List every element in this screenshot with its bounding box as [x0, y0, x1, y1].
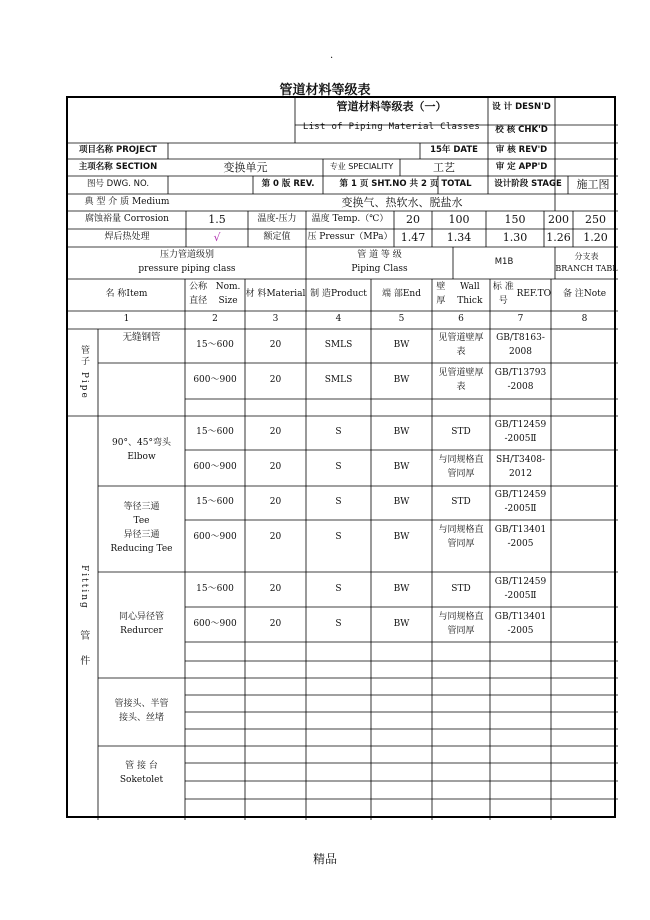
sheet-title-en: List of Piping Material Classes	[302, 122, 481, 133]
fitting-label-cn: 管 件	[77, 629, 89, 671]
reducer-row2-ref: GB/T13401 -2005	[494, 611, 547, 636]
col-header-wall-cn: 壁 厚	[436, 282, 446, 306]
elbow-row1-size: 15～600	[196, 427, 234, 438]
page-dot: .	[330, 50, 334, 61]
section-value: 变换单元	[223, 160, 268, 174]
pipe-row1-size: 15～600	[196, 340, 234, 351]
col-number-8: 8	[581, 314, 588, 325]
elbow-row1-wall: STD	[451, 427, 471, 438]
pressure-value-1: 1.47	[400, 231, 426, 245]
col-header-product-cn: 制 造	[310, 289, 331, 300]
piping-class-label: 管 道 等 级 Piping Class	[351, 250, 408, 274]
elbow-row2-wall: 与同规格直 管同厚	[438, 455, 484, 479]
reducer-item-label: 同心异径管 Redurcer	[118, 612, 164, 636]
reducer-row2-end: BW	[393, 618, 410, 629]
page-title: 管道材料等级表	[279, 83, 371, 98]
reducer-row1-size: 15～600	[196, 583, 234, 594]
elbow-row2-product: S	[335, 462, 342, 473]
col-header-note	[551, 279, 618, 311]
pressure-value-4: 1.26	[546, 231, 571, 245]
pipe-row2-end: BW	[393, 375, 410, 386]
elbow-row2-end: BW	[393, 462, 410, 473]
elbow-row1-product: S	[335, 427, 342, 438]
pipe-row2-material: 20	[269, 375, 282, 386]
pipe-row2-product: SMLS	[324, 375, 353, 386]
material-class-sheet	[66, 96, 616, 818]
reducer-row2-material: 20	[269, 618, 282, 629]
revision-label: 第 0 版 REV.	[261, 179, 315, 190]
reducer-row1-material: 20	[269, 583, 282, 594]
tee-row1-size: 15～600	[196, 497, 234, 508]
temp-value-4: 200	[548, 213, 569, 227]
col-header-ref-en: REF.TO	[516, 289, 551, 300]
temp-value-5: 250	[585, 213, 606, 227]
pipe-row1-wall: 见管道壁厚 表	[438, 333, 484, 357]
speciality-label: 专业 SPECIALITY	[329, 162, 394, 172]
pipe-row2-ref: GB/T13793 -2008	[494, 368, 547, 392]
pipe-row1-material: 20	[269, 340, 282, 351]
soketolet-item-label: 管 接 台 Soketolet	[119, 761, 164, 785]
pressure-label: 压 Pressur（MPa）	[307, 232, 393, 243]
tee-row1-end: BW	[393, 497, 410, 508]
col-header-note-en: Note	[583, 289, 607, 300]
col-header-size-cn: 公称直径	[189, 282, 208, 306]
pipe-row2-wall: 见管道壁厚 表	[438, 368, 484, 392]
tee-row1-wall: STD	[451, 497, 471, 508]
temp-label: 温度 Temp.（℃）	[311, 214, 389, 225]
pwht-check-icon: √	[213, 231, 221, 245]
reducer-row2-product: S	[335, 618, 342, 629]
tee-row2-size: 600～900	[193, 532, 237, 543]
col-number-1: 1	[123, 314, 130, 325]
section-label: 主项名称 SECTION	[78, 161, 158, 172]
date-label: 15年 DATE	[430, 145, 478, 156]
col-header-ref-cn: 标 准 号	[492, 282, 514, 306]
fitting-label-en: Fitting	[78, 565, 89, 610]
tee-row2-product: S	[335, 532, 342, 543]
col-header-material-en: Material	[266, 289, 306, 300]
elbow-row2-size: 600～900	[193, 462, 237, 473]
approved-label: 审 定 APP'D	[495, 161, 548, 172]
project-label: 项目名称 PROJECT	[79, 145, 157, 156]
col-header-size-en: Nom. Size	[215, 282, 241, 306]
pipe-item-label: 无缝钢管	[122, 331, 161, 343]
col-number-4: 4	[335, 314, 342, 325]
col-number-5: 5	[398, 314, 405, 325]
col-header-end-cn: 端 部	[381, 289, 403, 300]
tee-row2-ref: GB/T13401 -2005	[494, 525, 547, 549]
col-header-item	[68, 279, 185, 311]
col-header-wall-en: Wall Thick	[457, 282, 483, 306]
temp-pressure-label: 温度-压力	[257, 214, 297, 225]
tee-row1-material: 20	[269, 497, 282, 508]
col-header-product	[306, 279, 371, 311]
medium-value: 变换气、热软水、脱盐水	[341, 195, 463, 209]
elbow-row1-end: BW	[393, 427, 410, 438]
col-header-product-en: Product	[330, 289, 367, 300]
reviewed-label: 审 核 REV'D	[495, 145, 548, 156]
nipple-item-label: 管接头、半管 接头、丝堵	[114, 699, 169, 723]
elbow-row1-material: 20	[269, 427, 282, 438]
checked-label: 校 核 CHK'D	[495, 124, 548, 135]
reducer-row1-wall: STD	[451, 583, 471, 594]
pipe-row2-size: 600～900	[193, 375, 237, 386]
tee-item-label: 等径三通 Tee 异径三通 Reducing Tee	[110, 502, 173, 554]
col-number-2: 2	[212, 314, 218, 325]
tee-row1-ref: GB/T12459 -2005Ⅱ	[494, 490, 547, 514]
pipe-row1-product: SMLS	[324, 340, 353, 351]
pipe-group-label: 管子 Pipe	[78, 345, 89, 400]
designed-label: 设 计 DESN'D	[492, 102, 551, 113]
col-header-item-cn: 名 称	[105, 289, 127, 300]
col-header-wall	[432, 279, 490, 311]
col-header-end-en: End	[402, 289, 421, 300]
elbow-row2-ref: SH/T3408- 2012	[496, 455, 545, 479]
corrosion-label: 腐蚀裕量 Corrosion	[85, 214, 169, 225]
elbow-row2-material: 20	[269, 462, 282, 473]
reducer-row1-product: S	[335, 583, 342, 594]
elbow-item-label: 90°、45°弯头 Elbow	[112, 438, 171, 462]
pressure-value-3: 1.30	[502, 231, 528, 245]
stage-label: 设计阶段 STAGE	[494, 179, 562, 190]
col-header-end	[371, 279, 432, 311]
reducer-row2-size: 600～900	[193, 618, 237, 629]
col-header-ref	[490, 279, 551, 311]
col-header-material	[245, 279, 306, 311]
pressure-value-2: 1.34	[446, 231, 472, 245]
rated-label: 额定值	[263, 232, 291, 243]
col-number-7: 7	[517, 314, 524, 325]
tee-row2-wall: 与同规格直 管同厚	[438, 525, 484, 549]
sheet-title-cn: 管道材料等级表（一）	[336, 100, 447, 114]
temp-value-1: 20	[406, 213, 420, 227]
reducer-row1-end: BW	[393, 583, 410, 594]
pipe-row1-ref: GB/T8163- 2008	[496, 333, 545, 357]
corrosion-value: 1.5	[208, 213, 226, 227]
piping-class-value: M1B	[494, 257, 514, 268]
col-number-6: 6	[458, 314, 464, 325]
pressure-class-label: 压力管道级别 pressure piping class	[138, 250, 236, 274]
pwht-label: 焊后热处理	[104, 232, 150, 243]
medium-label: 典 型 介 质 Medium	[84, 196, 170, 207]
fitting-group-label	[68, 416, 98, 820]
col-header-size	[185, 279, 245, 311]
reducer-row2-wall: 与同规格直 管同厚	[438, 611, 484, 636]
temp-value-2: 100	[448, 213, 470, 227]
col-header-note-cn: 备 注	[562, 289, 584, 300]
page-footer: 精品	[312, 852, 337, 866]
tee-row2-end: BW	[393, 532, 410, 543]
tee-row1-product: S	[335, 497, 342, 508]
dwg-label: 图号 DWG. NO.	[86, 179, 150, 190]
pipe-row1-end: BW	[393, 340, 410, 351]
branch-table-label: 分支表 BRANCH TABL	[555, 251, 618, 273]
col-header-item-en: Item	[126, 289, 148, 300]
reducer-row1-ref: GB/T12459 -2005Ⅱ	[494, 576, 547, 601]
speciality-value: 工艺	[433, 160, 455, 174]
col-header-material-cn: 材 料	[245, 289, 267, 300]
tee-row2-material: 20	[269, 532, 282, 543]
stage-value: 施工图	[576, 178, 610, 192]
sheets-label: 第 1 页 SHT.NO 共 2 页 TOTAL	[339, 179, 472, 190]
col-number-3: 3	[272, 314, 279, 325]
elbow-row1-ref: GB/T12459 -2005Ⅱ	[494, 420, 547, 444]
temp-value-3: 150	[504, 213, 526, 227]
pressure-value-5: 1.20	[583, 231, 608, 245]
